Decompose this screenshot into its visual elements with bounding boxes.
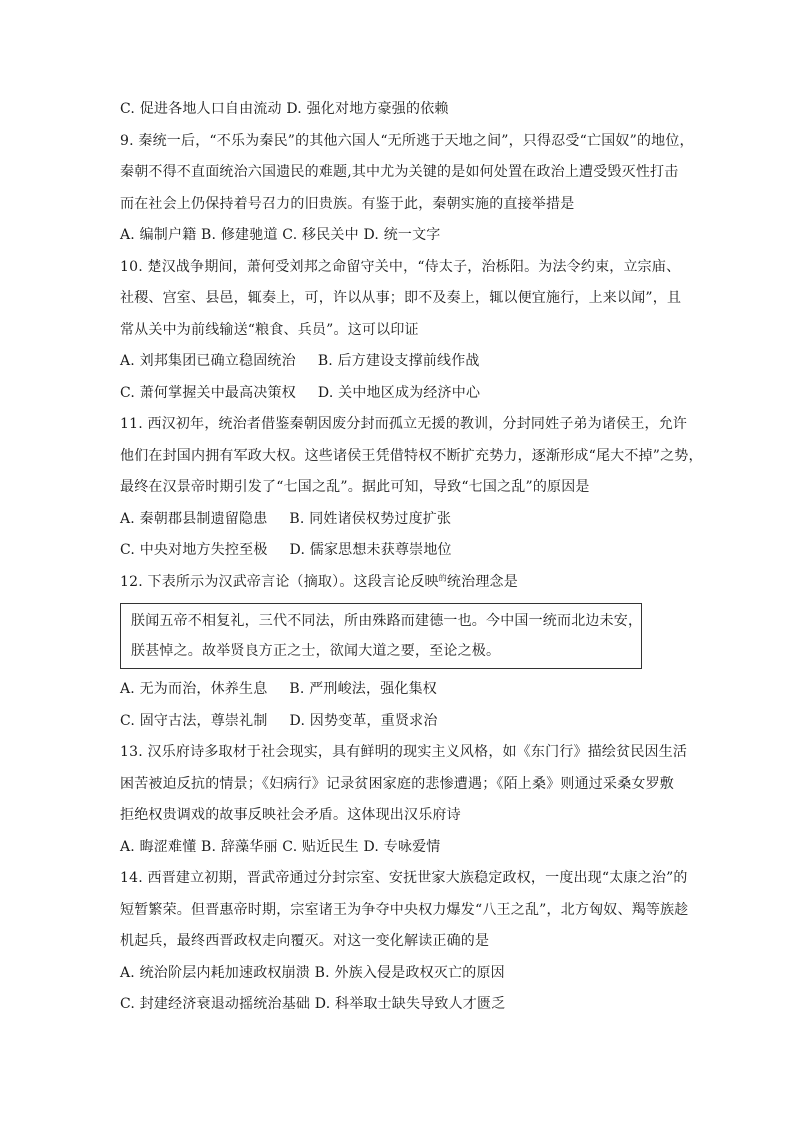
- q13-stem-line-1: 13. 汉乐府诗多取材于社会现实，具有鲜明的现实主义风格，如《东门行》描绘贫民因生活: [120, 744, 688, 760]
- q11-stem-line-2: 他们在封国内拥有军政大权。这些诸侯王凭借特权不断扩充势力，逐渐形成“尾大不掉”之势，: [120, 447, 703, 464]
- q10-stem-line-2: 社稷、宫室、县邑，辄奏上，可，许以从事；即不及奏上，辄以便宜施行，上来以闻”，且: [120, 290, 682, 306]
- exam-page: [120, 99, 703, 1026]
- q12-stem-after: 统治理念是: [446, 573, 518, 590]
- q12-options-row-2: [120, 711, 680, 731]
- q12-option-a: A. 无为而治，休养生息: [120, 681, 268, 697]
- q14-options-line-1: A. 统治阶层内耗加速政权崩溃 B. 外族入侵是政权灭亡的原因: [120, 964, 505, 981]
- q9-stem-line-3: 而在社会上仍保持着号召力的旧贵族。有鉴于此，秦朝实施的直接举措是: [120, 195, 575, 212]
- q11-stem-line-3: 最终在汉景帝时期引发了“七国之乱”。据此可知，导致“七国之乱”的原因是: [120, 479, 590, 495]
- q12-quote-line-1: 朕闻五帝不相复礼，三代不同法，所由殊路而建德一也。今中国一统而北边未安，: [131, 613, 643, 629]
- q11-options: [120, 509, 680, 561]
- q14-stem-line-1: 14. 西晋建立初期，晋武帝通过分封宗室、安抚世家大族稳定政权，一度出现“太康之治”的: [120, 870, 688, 886]
- q13-options-line: A. 晦涩难懂 B. 辞藻华丽 C. 贴近民生 D. 专咏爱情: [120, 838, 441, 855]
- q9-stem-line-1: 9. 秦统一后，“不乐为秦民”的其他六国人“无所逃于天地之间”，只得忍受“亡国奴”的地位，: [120, 132, 694, 149]
- q10-stem-line-3: 常从关中为前线输送“粮食、兵员”。这可以印证: [120, 321, 419, 338]
- q13-stem-line-3: 拒绝权贵调戏的故事反映社会矛盾。这体现出汉乐府诗: [120, 807, 461, 823]
- q10-options: [120, 351, 680, 403]
- q8-options-line: C. 促进各地人口自由流动 D. 强化对地方豪强的依赖: [120, 101, 449, 117]
- q10-option-d: D. 关中地区成为经济中心: [317, 384, 481, 401]
- q14-stem-line-3: 机起兵，最终西晋政权走向覆灭。对这一变化解读正确的是: [120, 933, 490, 949]
- question-13: [120, 742, 688, 825]
- q12-stem-mark: 的: [438, 572, 447, 582]
- q12-option-c: C. 固守古法，尊崇礼制: [120, 712, 268, 729]
- question-14: [120, 868, 689, 951]
- q10-option-c: C. 萧何掌握关中最高决策权: [120, 384, 296, 401]
- question-9: [120, 131, 694, 214]
- q11-option-d: D. 儒家思想未获尊崇地位: [289, 542, 452, 558]
- q11-option-b: B. 同姓诸侯权势过度扩张: [289, 510, 452, 527]
- q11-stem-line-1: 11. 西汉初年，统治者借鉴秦朝因废分封而孤立无援的教训，分封同姓子弟为诸侯王，允许: [120, 416, 688, 432]
- q13-stem-line-2: 困苦被迫反抗的情景；《妇病行》记录贫困家庭的悲惨遭遇；《陌上桑》则通过采桑女罗敷: [120, 775, 674, 792]
- q12-option-d: D. 因势变革，重贤求治: [289, 712, 438, 729]
- q11-options-row-1: [120, 509, 680, 529]
- q10-option-a: A. 刘邦集团已确立稳固统治: [120, 353, 296, 369]
- question-10: [120, 257, 680, 340]
- q10-stem-line-1: 10. 楚汉战争期间，萧何受刘邦之命留守关中，“侍太子，治栎阳。为法令约束，立宗庙、: [120, 258, 681, 275]
- q12-options: [120, 679, 680, 731]
- q12-option-b: B. 严刑峻法，强化集权: [289, 681, 438, 697]
- q9-options-line: A. 编制户籍 B. 修建驰道 C. 移民关中 D. 统一文字: [120, 227, 441, 243]
- q10-options-row-1: [120, 351, 680, 371]
- q12-stem-before: 12. 下表所示为汉武帝言论（摘取）。这段言论反映: [120, 573, 439, 590]
- question-11: [120, 414, 703, 497]
- q14-stem-line-2: 短暂繁荣。但晋惠帝时期，宗室诸王为争夺中央权力爆发“八王之乱”，北方匈奴、羯等族趁: [120, 901, 689, 918]
- q10-options-row-2: [120, 383, 680, 403]
- q12-options-row-1: [120, 679, 680, 699]
- q11-options-row-2: [120, 540, 680, 560]
- q12-quote-box: [120, 603, 642, 669]
- q12-quote-line-2: 朕甚悼之。故举贤良方正之士，欲闻大道之要，至论之极。: [131, 643, 501, 659]
- q11-option-a: A. 秦朝郡县制遗留隐患: [120, 510, 268, 527]
- q9-stem-line-2: 秦朝不得不直面统治六国遗民的难题,其中尤为关键的是如何处置在政治上遭受毁灭性打击: [120, 164, 679, 180]
- q10-option-b: B. 后方建设支撑前线作战: [317, 353, 480, 369]
- q14-options-line-2: C. 封建经济衰退动摇统治基础 D. 科举取士缺失导致人才匮乏: [120, 996, 506, 1012]
- q12-stem-line: [120, 572, 680, 592]
- q11-option-c: C. 中央对地方失控至极: [120, 542, 268, 558]
